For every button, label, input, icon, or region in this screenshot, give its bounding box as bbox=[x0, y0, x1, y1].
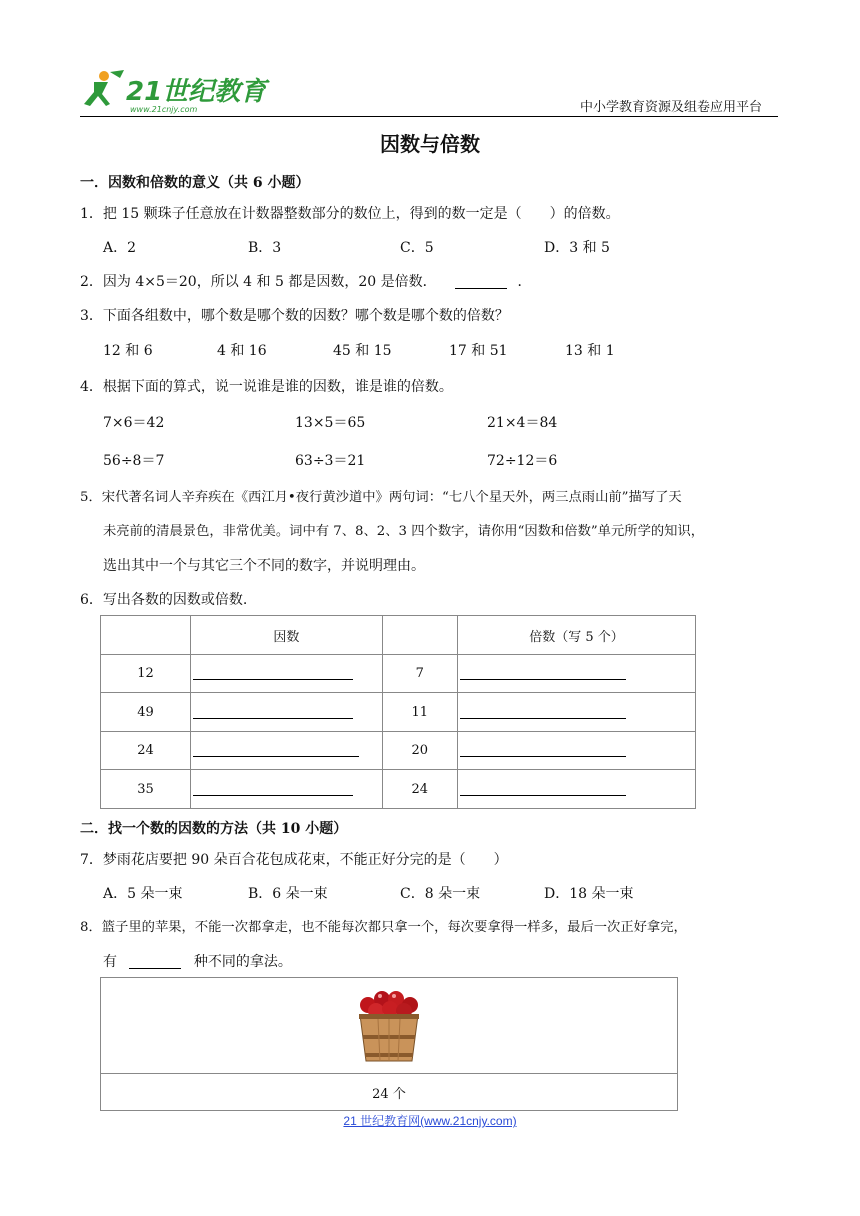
q1-option-a: A．2 bbox=[103, 240, 137, 256]
question-5-line-3: 选出其中一个与其它三个不同的数字，并说明理由。 bbox=[103, 558, 425, 574]
row-number: 49 bbox=[101, 693, 191, 732]
page-title: 因数与倍数 bbox=[380, 132, 480, 156]
logo bbox=[80, 68, 267, 116]
q1-option-b: B．3 bbox=[248, 240, 282, 256]
q4-equation: 72÷12＝6 bbox=[487, 453, 558, 469]
q8-suffix: 种不同的拿法。 bbox=[193, 954, 292, 970]
q8-prefix: 有 bbox=[103, 954, 117, 970]
question-5-line-2: 未亮前的清晨景色，非常优美。词中有 7、8、2、3 四个数字，请你用“因数和倍数”单元所学的知识， bbox=[103, 524, 705, 539]
question-1: 1．把 15 颗珠子任意放在计数器整数部分的数位上，得到的数一定是（ ）的倍数。 bbox=[80, 206, 620, 222]
table-row bbox=[101, 770, 696, 809]
question-6: 6．写出各数的因数或倍数. bbox=[80, 592, 248, 608]
question-7: 7．梦雨花店要把 90 朵百合花包成花束，不能正好分完的是（ ） bbox=[80, 852, 508, 868]
q4-equation: 21×4＝84 bbox=[487, 415, 558, 431]
factor-blank[interactable] bbox=[193, 706, 353, 719]
logo-url: www.21cnjy.com bbox=[130, 105, 198, 114]
basket-cell bbox=[101, 978, 678, 1074]
q4-equation: 13×5＝65 bbox=[295, 415, 366, 431]
q4-equation: 56÷8＝7 bbox=[103, 453, 165, 469]
table-header-multiple: 倍数（写 5 个） bbox=[457, 616, 695, 655]
q3-pair: 13 和 1 bbox=[565, 343, 615, 359]
q7-option-d: D．18 朵一束 bbox=[544, 886, 634, 902]
row-number: 7 bbox=[382, 655, 457, 693]
factor-blank[interactable] bbox=[193, 783, 353, 796]
question-3: 3．下面各组数中，哪个数是哪个数的因数？哪个数是哪个数的倍数？ bbox=[80, 308, 509, 324]
q3-pair: 45 和 15 bbox=[333, 343, 392, 359]
q7-option-b: B．6 朵一束 bbox=[248, 886, 328, 902]
row-number: 24 bbox=[101, 732, 191, 770]
question-4: 4．根据下面的算式，说一说谁是谁的因数，谁是谁的倍数。 bbox=[80, 379, 453, 395]
q8-answer-blank[interactable] bbox=[129, 956, 181, 969]
q7-option-c: C．8 朵一束 bbox=[400, 886, 481, 902]
q7-option-a: A．5 朵一束 bbox=[103, 886, 183, 902]
question-2 bbox=[80, 272, 532, 292]
q6-table bbox=[100, 615, 696, 809]
logo-text: 21世纪教育 bbox=[126, 77, 267, 107]
table-header-factor: 因数 bbox=[191, 616, 383, 655]
question-8-line-1: 8．篮子里的苹果，不能一次都拿走，也不能每次都只拿一个，每次要拿得一样多，最后一次正好拿完， bbox=[80, 920, 687, 935]
q1-option-d: D．3 和 5 bbox=[544, 240, 610, 256]
factor-blank[interactable] bbox=[193, 667, 353, 680]
row-number: 12 bbox=[101, 655, 191, 693]
row-number: 24 bbox=[382, 770, 457, 809]
section-1-heading: 一．因数和倍数的意义（共 6 小题） bbox=[80, 175, 310, 191]
section-2-heading: 二．找一个数的因数的方法（共 10 小题） bbox=[80, 821, 348, 837]
basket-caption: 24 个 bbox=[101, 1074, 678, 1111]
row-number: 11 bbox=[382, 693, 457, 732]
row-number: 20 bbox=[382, 732, 457, 770]
question-5-line-1: 5．宋代著名词人辛弃疾在《西江月•夜行黄沙道中》两句词：“七八个星天外，两三点雨山前”描写了天 bbox=[80, 490, 682, 505]
q8-table bbox=[100, 977, 678, 1111]
header-divider bbox=[80, 116, 778, 117]
q3-pair: 12 和 6 bbox=[103, 343, 153, 359]
factor-blank[interactable] bbox=[193, 744, 359, 757]
table-row bbox=[101, 693, 696, 732]
multiple-blank[interactable] bbox=[460, 667, 626, 680]
table-row bbox=[101, 732, 696, 770]
q2-text: 2．因为 4×5＝20，所以 4 和 5 都是因数，20 是倍数． bbox=[80, 274, 437, 290]
q3-pair: 4 和 16 bbox=[217, 343, 267, 359]
q3-pair: 17 和 51 bbox=[449, 343, 508, 359]
question-8-line-2 bbox=[103, 952, 292, 972]
multiple-blank[interactable] bbox=[460, 783, 626, 796]
footer-link[interactable]: 21 世纪教育网(www.21cnjy.com) bbox=[343, 1114, 517, 1128]
platform-label: 中小学教育资源及组卷应用平台 bbox=[580, 100, 763, 115]
multiple-blank[interactable] bbox=[460, 744, 626, 757]
q4-equation: 63÷3＝21 bbox=[295, 453, 366, 469]
table-row bbox=[101, 655, 696, 693]
q2-end: ． bbox=[517, 274, 532, 290]
table-cell bbox=[101, 616, 191, 655]
multiple-blank[interactable] bbox=[460, 706, 626, 719]
table-cell bbox=[382, 616, 457, 655]
q1-option-c: C．5 bbox=[400, 240, 434, 256]
row-number: 35 bbox=[101, 770, 191, 809]
q2-answer-blank[interactable] bbox=[455, 276, 507, 289]
q4-equation: 7×6＝42 bbox=[103, 415, 165, 431]
apple-basket-icon bbox=[354, 983, 424, 1065]
